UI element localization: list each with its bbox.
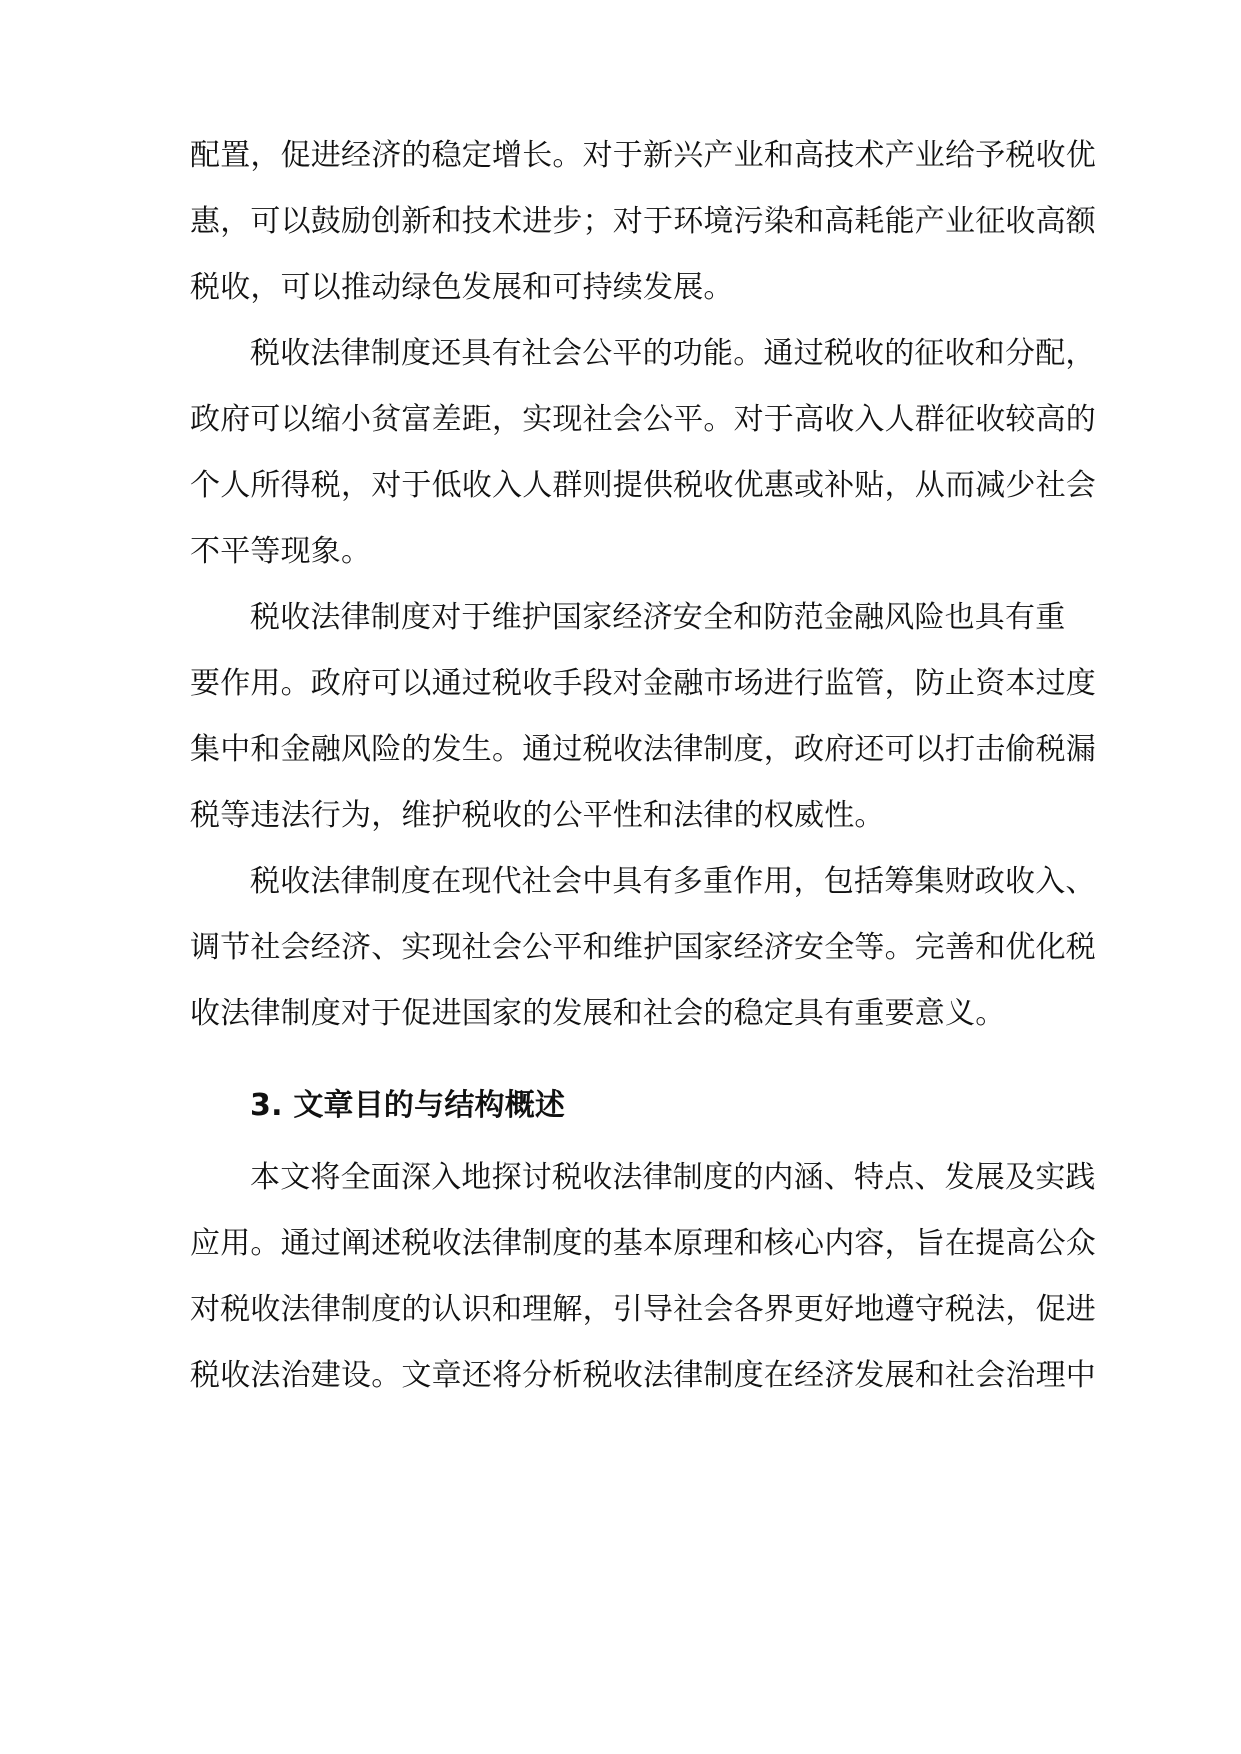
paragraph-3-line-1: 税收法律制度对于维护国家经济安全和防范金融风险也具有重: [250, 600, 1066, 635]
section-paragraph-line-1: 本文将全面深入地探讨税收法律制度的内涵、特点、发展及实践: [250, 1160, 1096, 1195]
paragraph-1-line-3: 税收，可以推动绿色发展和可持续发展。: [190, 270, 734, 305]
section-paragraph-line-4: 税收法治建设。文章还将分析税收法律制度在经济发展和社会治理中: [190, 1358, 1096, 1393]
paragraph-4-line-3: 收法律制度对于促进国家的发展和社会的稳定具有重要意义。: [190, 996, 1006, 1031]
section-heading: 3. 文章目的与结构概述: [250, 1088, 566, 1123]
paragraph-2-line-1: 税收法律制度还具有社会公平的功能。通过税收的征收和分配，: [250, 336, 1096, 371]
section-paragraph-line-2: 应用。通过阐述税收法律制度的基本原理和核心内容，旨在提高公众: [190, 1226, 1096, 1261]
paragraph-1-line-2: 惠，可以鼓励创新和技术进步；对于环境污染和高耗能产业征收高额: [190, 204, 1096, 239]
paragraph-2-line-4: 不平等现象。: [190, 534, 372, 569]
paragraph-1-line-1: 配置，促进经济的稳定增长。对于新兴产业和高技术产业给予税收优: [190, 138, 1096, 173]
paragraph-3-line-2: 要作用。政府可以通过税收手段对金融市场进行监管，防止资本过度: [190, 666, 1096, 701]
paragraph-3-line-4: 税等违法行为，维护税收的公平性和法律的权威性。: [190, 798, 885, 833]
paragraph-2-line-3: 个人所得税，对于低收入人群则提供税收优惠或补贴，从而减少社会: [190, 468, 1096, 503]
paragraph-4-line-2: 调节社会经济、实现社会公平和维护国家经济安全等。完善和优化税: [190, 930, 1096, 965]
paragraph-2-line-2: 政府可以缩小贫富差距，实现社会公平。对于高收入人群征收较高的: [190, 402, 1096, 437]
paragraph-4-line-1: 税收法律制度在现代社会中具有多重作用，包括筹集财政收入、: [250, 864, 1096, 899]
paragraph-3-line-3: 集中和金融风险的发生。通过税收法律制度，政府还可以打击偷税漏: [190, 732, 1096, 767]
section-paragraph-line-3: 对税收法律制度的认识和理解，引导社会各界更好地遵守税法，促进: [190, 1292, 1096, 1327]
